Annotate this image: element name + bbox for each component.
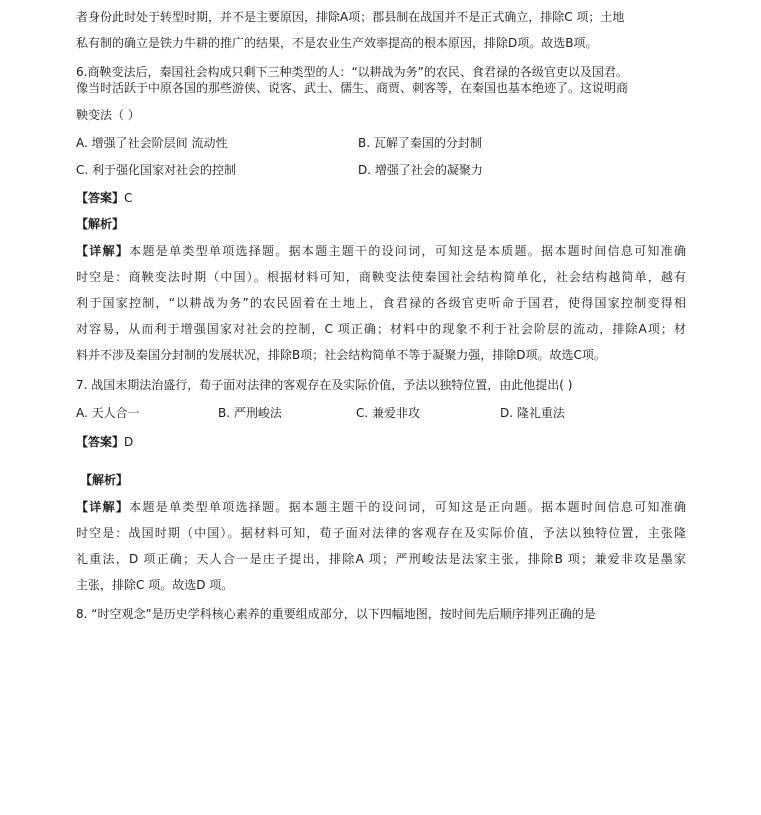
q6-detail-line-1 bbox=[76, 243, 686, 259]
q6-detail-line-4: 对容易，从而利于增强国家对社会的控制，C 项正确；材料中的现象不利于社会阶层的流动，排除A项；材 bbox=[76, 322, 686, 336]
q7-detail-line-1 bbox=[76, 499, 686, 515]
intro-line-2: 私有制的确立是铁力牛耕的推广的结果，不是农业生产效率提高的根本原因，排除D项。故选B项。 bbox=[76, 36, 598, 50]
q6-option-b: B. 瓦解了秦国的分封制 bbox=[358, 136, 482, 150]
q7-option-b: B. 严刑峻法 bbox=[218, 406, 282, 420]
q6-detail-label: 【详解】 bbox=[76, 244, 130, 258]
q7-analysis-label: 【解析】 bbox=[80, 473, 129, 487]
q7-stem: 7. 战国末期法治盛行，荀子面对法律的客观存在及实际价值，予法以独特位置，由此他提出( ) bbox=[76, 378, 573, 392]
q6-detail-line-2: 时空是：商鞅变法时期（中国）。根据材料可知，商鞅变法使秦国社会结构简单化，社会结构越简单，越有 bbox=[76, 270, 686, 284]
q6-stem-line-3: 鞅变法（ ） bbox=[76, 108, 140, 122]
q7-detail-text-1: 本题是单类型单项选择题。据本题主题干的设问词，可知这是正向题。据本题时间信息可知准确 bbox=[129, 500, 686, 514]
q6-answer-value: C bbox=[124, 191, 133, 205]
q6-option-d: D. 增强了社会的凝聚力 bbox=[358, 163, 483, 177]
q7-detail-label: 【详解】 bbox=[76, 500, 130, 514]
intro-line-1: 者身份此时处于转型时期，并不是主要原因，排除A项；郡县制在战国并不是正式确立，排除C 项；土地 bbox=[76, 10, 625, 24]
q6-option-c: C. 利于强化国家对社会的控制 bbox=[76, 163, 237, 177]
q7-answer-value: D bbox=[124, 435, 134, 449]
q7-detail-line-4: 主张，排除C 项。故选D 项。 bbox=[76, 578, 234, 592]
q7-option-c: C. 兼爱非攻 bbox=[356, 406, 421, 420]
q8-stem: 8. “时空观念”是历史学科核心素养的重要组成部分，以下四幅地图，按时间先后顺序排列正确的是 bbox=[76, 607, 596, 621]
q7-detail-line-3: 礼重法，D 项正确；天人合一是庄子提出，排除A 项；严刑峻法是法家主张，排除B 项；兼爱非攻是墨家 bbox=[76, 552, 686, 566]
q6-analysis-label: 【解析】 bbox=[76, 217, 125, 231]
q7-answer bbox=[76, 434, 133, 450]
q7-option-a: A. 天人合一 bbox=[76, 406, 140, 420]
q6-detail-line-3: 利于国家控制，“以耕战为务”的农民固着在土地上，食君禄的各级官吏听命于国君，使得国家控制变得相 bbox=[76, 296, 686, 310]
q6-stem-line-2: 像当时活跃于中原各国的那些游侠、说客、武士、儒生、商贾、刺客等，在秦国也基本绝迹了。这说明商 bbox=[76, 81, 629, 95]
q6-answer-label: 【答案】 bbox=[76, 191, 125, 205]
q7-detail-line-2: 时空是：战国时期（中国）。据材料可知，荀子面对法律的客观存在及实际价值，予法以独特位置，主张隆 bbox=[76, 526, 686, 540]
q6-stem-line-1: 6.商鞅变法后，秦国社会构成只剩下三种类型的人：“以耕战为务”的农民、食君禄的各级官吏以及国君。 bbox=[76, 65, 628, 79]
q7-answer-label: 【答案】 bbox=[76, 435, 125, 449]
q6-option-a: A. 增强了社会阶层间 流动性 bbox=[76, 136, 228, 150]
q7-option-d: D. 隆礼重法 bbox=[500, 406, 565, 420]
q6-detail-text-1: 本题是单类型单项选择题。据本题主题干的设问词，可知这是本质题。据本题时间信息可知准确 bbox=[129, 244, 686, 258]
q6-detail-line-5: 料并不涉及秦国分封制的发展状况，排除B项；社会结构简单不等于凝聚力强，排除D项。故选C项。 bbox=[76, 348, 606, 362]
q6-answer bbox=[76, 190, 132, 206]
